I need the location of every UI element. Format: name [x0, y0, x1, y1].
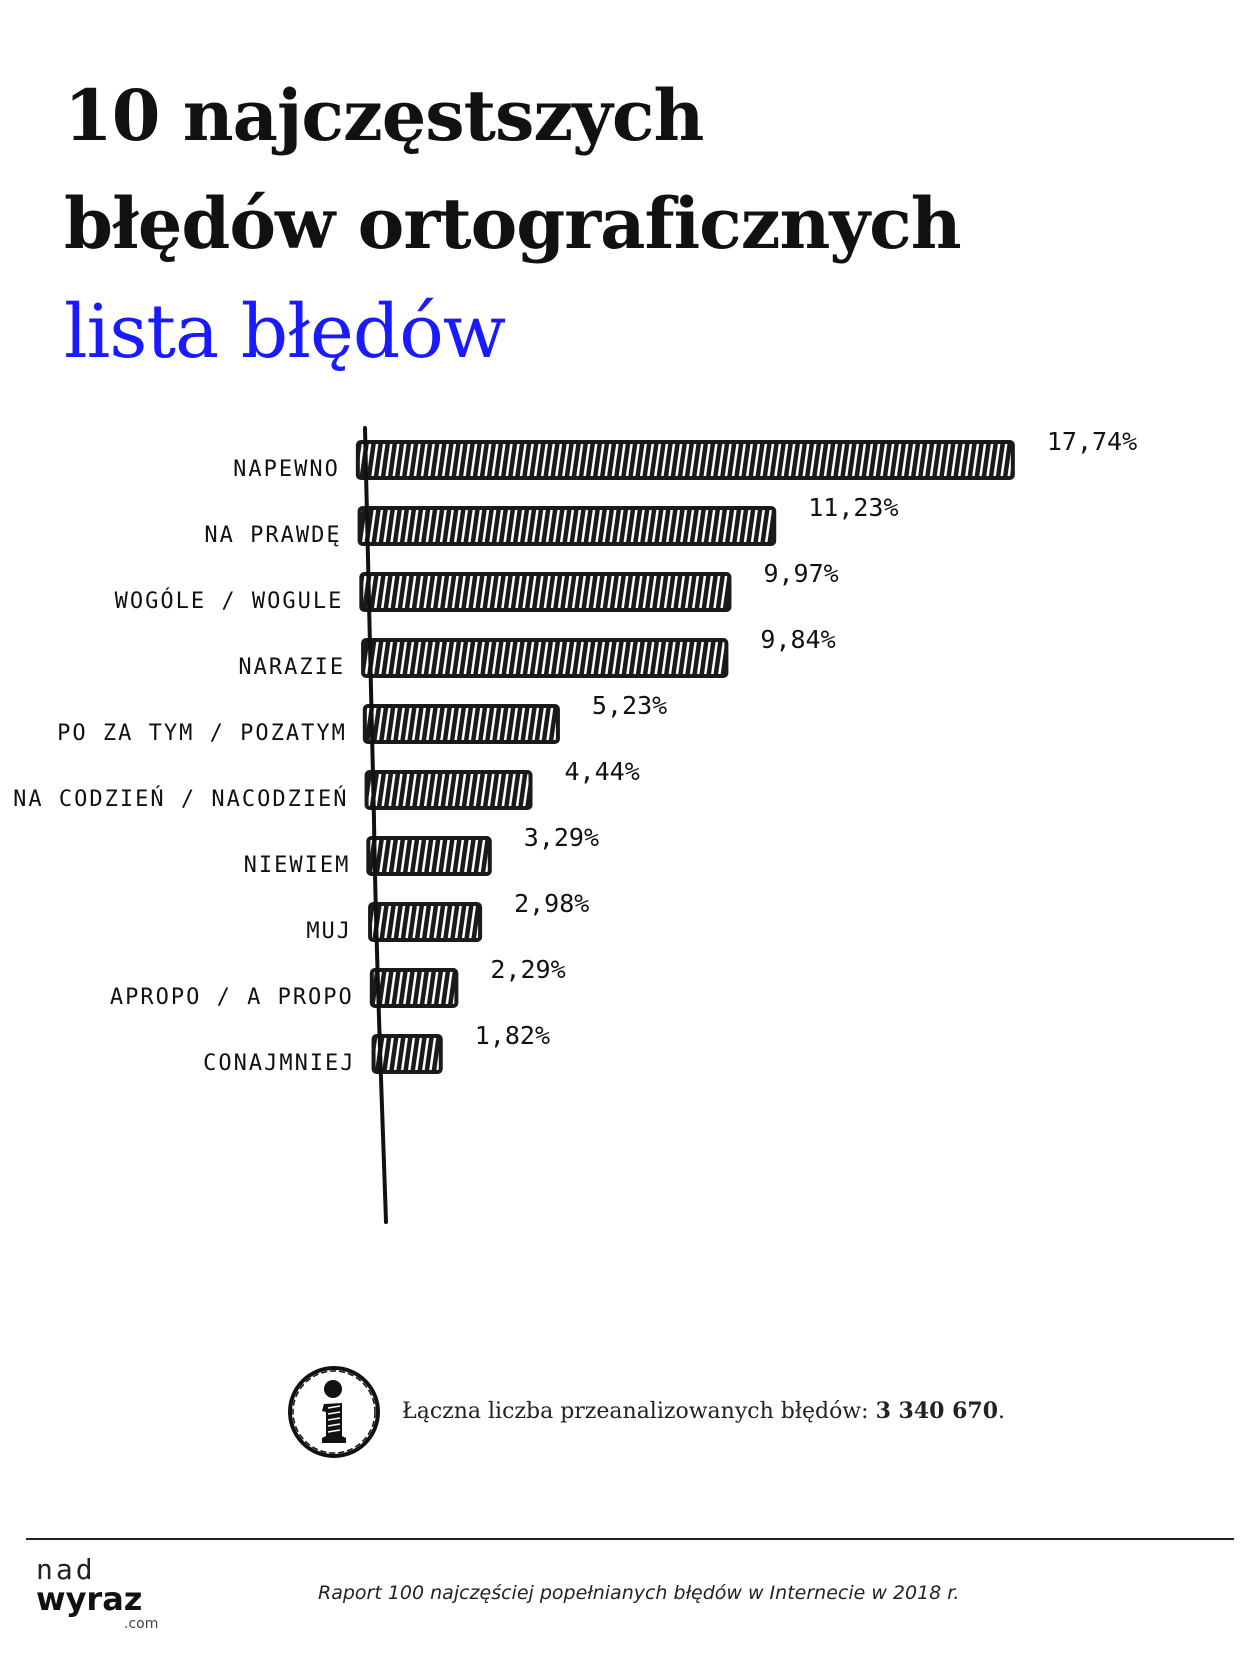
value-label-4: 5,23%	[591, 691, 668, 720]
footer-divider	[26, 1538, 1234, 1540]
value-label-1: 11,23%	[808, 493, 899, 522]
value-label-2: 9,97%	[763, 559, 839, 588]
category-label-7: MUJ	[306, 919, 353, 944]
category-label-3: NARAZIE	[238, 655, 346, 680]
value-label-8: 2,29%	[490, 955, 566, 984]
bar-7	[370, 904, 480, 940]
nadwyraz-logo	[36, 1553, 159, 1636]
page-title-line-1: 10 najczęstszych	[64, 74, 704, 157]
value-label-9: 1,82%	[474, 1021, 551, 1050]
category-label-9: CONAJMNIEJ	[203, 1051, 356, 1076]
category-label-0: NAPEWNO	[233, 457, 340, 482]
bar-9	[374, 1036, 441, 1072]
category-label-4: PO ZA TYM / POZATYM	[57, 721, 347, 746]
value-label-3: 9,84%	[760, 625, 836, 654]
logo-top: nad	[36, 1553, 96, 1586]
bar-1	[360, 508, 775, 544]
bar-6	[368, 838, 489, 874]
info-icon	[284, 1362, 384, 1462]
info-text	[402, 1398, 1005, 1424]
category-label-6: NIEWIEM	[243, 853, 351, 878]
bar-4	[365, 706, 558, 742]
page-subtitle: lista błędów	[64, 289, 506, 375]
bar-8	[372, 970, 457, 1006]
bar-0	[358, 442, 1013, 478]
value-label-7: 2,98%	[514, 889, 590, 918]
info-text-label: Łączna liczba przeanalizowanych błędów:	[402, 1399, 869, 1424]
logo-main: wyraz	[36, 1580, 143, 1618]
bar-chart	[0, 420, 1260, 1240]
value-label-5: 4,44%	[564, 757, 640, 786]
category-label-1: NA PRAWDĘ	[204, 523, 342, 548]
value-label-0: 17,74%	[1046, 427, 1138, 456]
category-label-2: WOGÓLE / WOGULE	[114, 589, 344, 614]
y-axis-line	[365, 428, 386, 1222]
bar-5	[367, 772, 531, 808]
value-label-6: 3,29%	[523, 823, 600, 852]
source-note: Raport 100 najczęściej popełnianych błędów w Internecie w 2018 r.	[318, 1582, 960, 1604]
category-label-5: NA CODZIEŃ / NACODZIEŃ	[13, 787, 349, 812]
title-block	[64, 62, 1164, 386]
logo-domain: .com	[124, 1616, 159, 1632]
info-total-value: 3 340 670	[875, 1398, 999, 1424]
bar-3	[363, 640, 726, 676]
category-label-8: APROPO / A PROPO	[109, 985, 354, 1010]
info-box	[284, 1362, 1184, 1472]
page-title-line-2: błędów ortograficznych	[64, 182, 961, 265]
bar-2	[361, 574, 729, 610]
info-suffix: .	[998, 1399, 1006, 1424]
